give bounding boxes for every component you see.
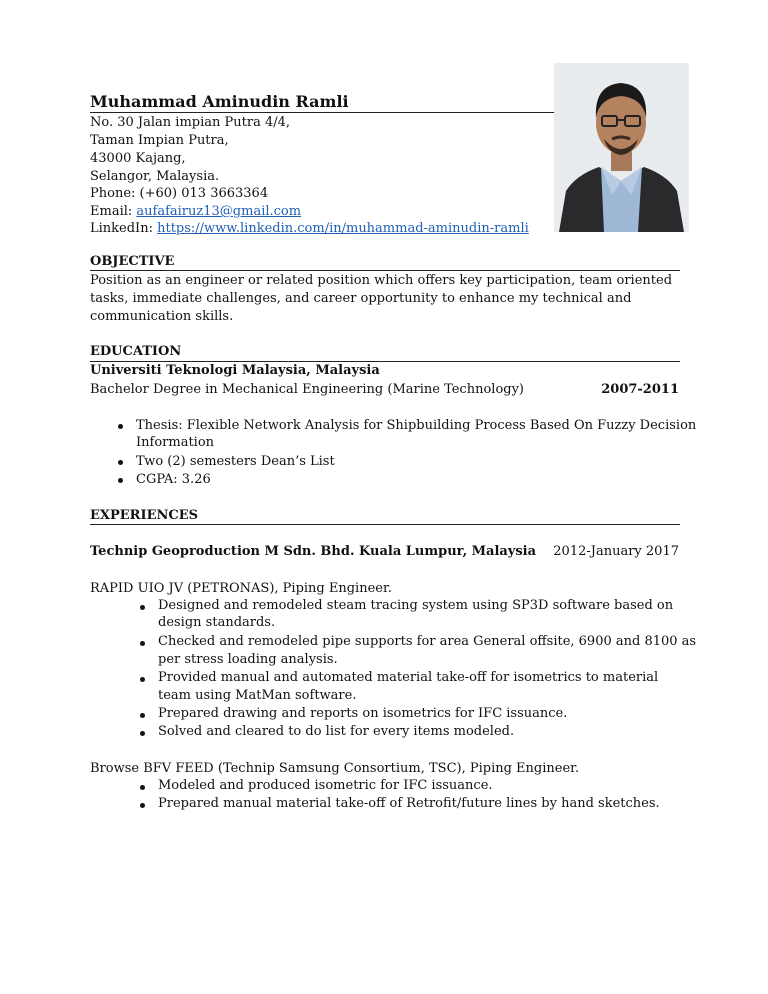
- education-bullet-text: Two (2) semesters Dean’s List: [136, 454, 335, 469]
- degree-title: Bachelor Degree in Mechanical Engineering (Marine Technology): [90, 382, 525, 397]
- bullet-dot: [140, 803, 145, 808]
- linkedin-link[interactable]: https://www.linkedin.com/in/muhammad-aminudin-ramli: [157, 221, 529, 236]
- company-name: Technip Geoproduction M Sdn. Bhd. Kuala Lumpur, Malaysia: [90, 544, 537, 559]
- education-bullet-text: Information: [136, 435, 215, 450]
- school-name: Universiti Teknologi Malaysia, Malaysia: [90, 363, 380, 378]
- education-heading: EDUCATION: [90, 344, 182, 359]
- project-bullet-text: per stress loading analysis.: [158, 652, 338, 667]
- objective-text-line: communication skills.: [90, 309, 234, 324]
- bullet-dot: [140, 605, 145, 610]
- linkedin-label: LinkedIn:: [90, 221, 153, 236]
- objective-text-line: Position as an engineer or related position which offers key participation, team oriented: [90, 273, 673, 288]
- project-bullet-text: design standards.: [158, 615, 276, 630]
- education-bullet-text: Thesis: Flexible Network Analysis for Shipbuilding Process Based On Fuzzy Decision: [136, 418, 697, 433]
- address-line: Selangor, Malaysia.: [90, 169, 220, 184]
- bullet-dot: [140, 677, 145, 682]
- education-bullet-text: CGPA: 3.26: [136, 472, 211, 487]
- bullet-dot: [140, 713, 145, 718]
- linkedin-row: [90, 220, 529, 238]
- objective-heading: OBJECTIVE: [90, 254, 175, 269]
- employment-period: 2012-January 2017: [553, 544, 679, 559]
- project-title: RAPID UIO JV (PETRONAS), Piping Engineer.: [90, 581, 392, 596]
- bullet-dot: [140, 641, 145, 646]
- project-bullet-text: Prepared manual material take-off of Retrofit/future lines by hand sketches.: [158, 796, 660, 811]
- phone-label: Phone:: [90, 186, 136, 201]
- name-underline: [90, 112, 554, 113]
- address-line: Taman Impian Putra,: [90, 133, 229, 148]
- project-bullet-text: Prepared drawing and reports on isometrics for IFC issuance.: [158, 706, 568, 721]
- bullet-dot: [118, 478, 123, 483]
- candidate-name: Muhammad Aminudin Ramli: [90, 92, 349, 111]
- address-line: No. 30 Jalan impian Putra 4/4,: [90, 115, 291, 130]
- project-bullet-text: Modeled and produced isometric for IFC issuance.: [158, 778, 493, 793]
- experiences-divider: [90, 524, 680, 525]
- experiences-heading: EXPERIENCES: [90, 508, 198, 523]
- profile-photo: [554, 63, 689, 232]
- project-bullet-text: Checked and remodeled pipe supports for area General offsite, 6900 and 8100 as: [158, 634, 697, 649]
- email-label: Email:: [90, 204, 133, 219]
- project-bullet-text: Provided manual and automated material take-off for isometrics to material: [158, 670, 659, 685]
- email-row: [90, 203, 301, 221]
- phone-row: [90, 185, 268, 203]
- objective-text-line: tasks, immediate challenges, and career opportunity to enhance my technical and: [90, 291, 632, 306]
- project-bullet-text: Solved and cleared to do list for every items modeled.: [158, 724, 515, 739]
- bullet-dot: [118, 424, 123, 429]
- bullet-dot: [118, 460, 123, 465]
- project-bullet-text: team using MatMan software.: [158, 688, 357, 703]
- phone-number: (+60) 013 3663364: [139, 186, 269, 201]
- email-link[interactable]: aufafairuz13@gmail.com: [136, 204, 302, 219]
- project-title: Browse BFV FEED (Technip Samsung Consortium, TSC), Piping Engineer.: [90, 761, 580, 776]
- project-bullet-text: Designed and remodeled steam tracing system using SP3D software based on: [158, 598, 674, 613]
- bullet-dot: [140, 731, 145, 736]
- objective-divider: [90, 270, 680, 271]
- education-years: 2007-2011: [601, 382, 679, 397]
- address-line: 43000 Kajang,: [90, 151, 186, 166]
- portrait-image: [554, 63, 689, 232]
- bullet-dot: [140, 785, 145, 790]
